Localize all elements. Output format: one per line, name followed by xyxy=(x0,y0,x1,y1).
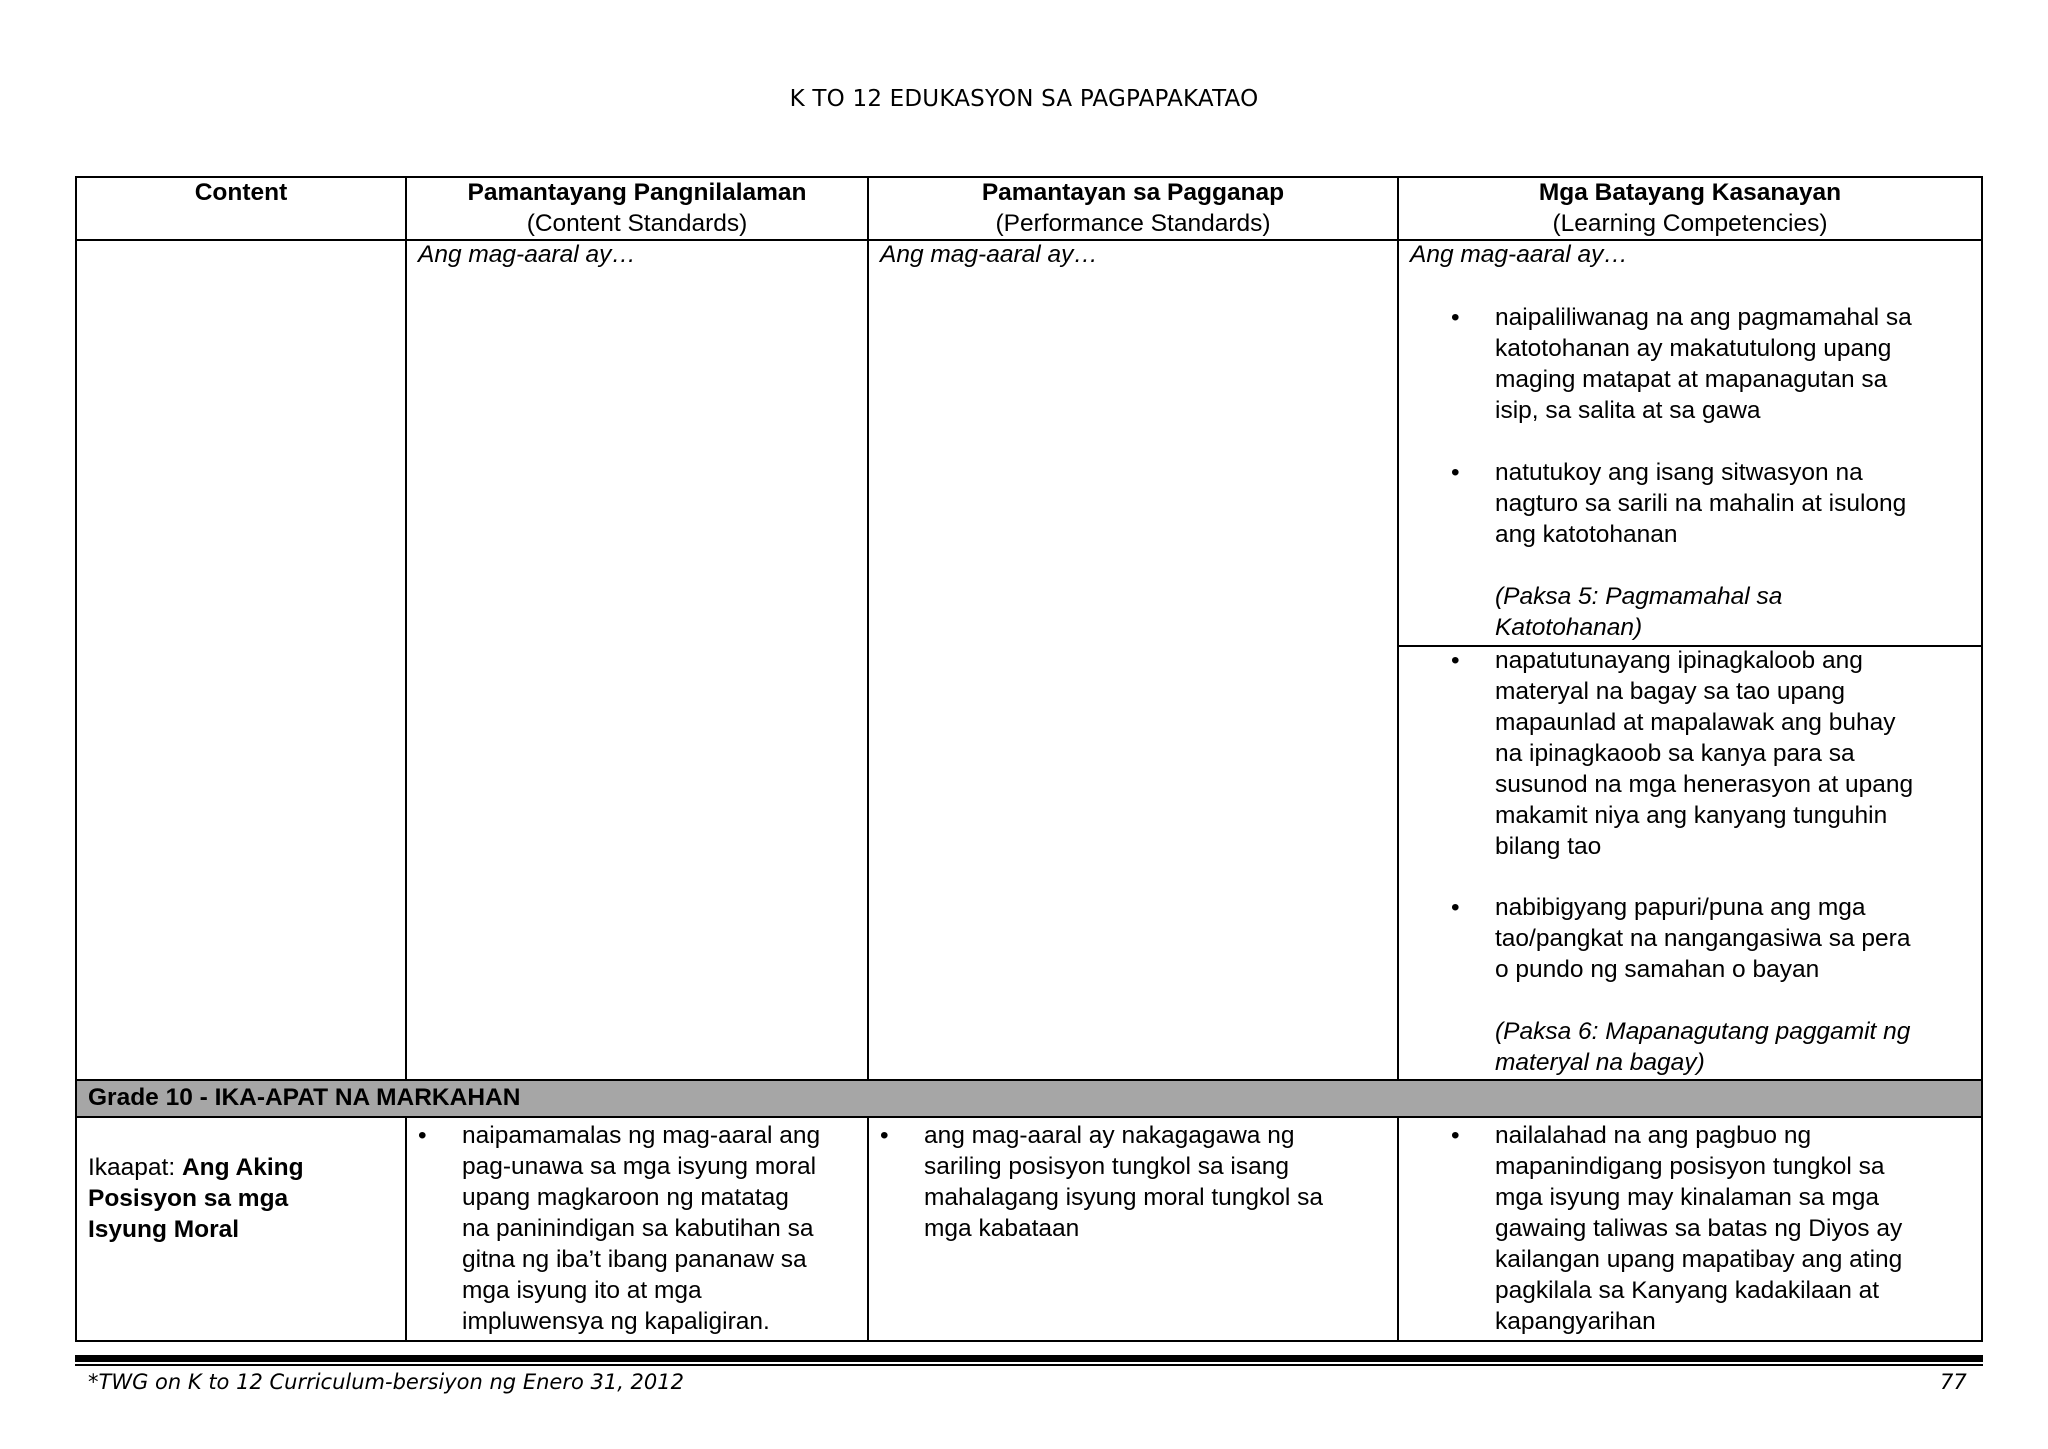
competency-line: susunod na mga henerasyon at upang xyxy=(1495,771,1914,798)
intro-standards: Ang mag-aaral ay… xyxy=(418,241,636,268)
intro-competencies: Ang mag-aaral ay… xyxy=(1410,241,1628,268)
competency-line: naipaliliwanag na ang pagmamahal sa xyxy=(1495,304,1912,331)
topic-line: Katotohanan) xyxy=(1495,614,1643,641)
performance-line: ang mag-aaral ay nakagagawa ng xyxy=(924,1122,1295,1149)
standards-line: upang magkaroon ng matatag xyxy=(462,1184,789,1211)
header-performance-subtitle: (Performance Standards) xyxy=(995,210,1271,237)
standards-line: mga isyung ito at mga xyxy=(462,1277,702,1304)
competency-line: nabibigyang papuri/puna ang mga xyxy=(1495,894,1866,921)
competency-line: mapanindigang posisyon tungkol sa xyxy=(1495,1153,1885,1180)
content-title-line: Isyung Moral xyxy=(88,1216,240,1243)
competency-line: na ipinagkaoob sa kanya para sa xyxy=(1495,740,1855,767)
intro-performance: Ang mag-aaral ay… xyxy=(880,241,1098,268)
standards-line: impluwensya ng kapaligiran. xyxy=(462,1308,770,1335)
document-title: K TO 12 EDUKASYON SA PAGPAPAKATAO xyxy=(789,86,1259,112)
competency-line: mga isyung may kinalaman sa mga xyxy=(1495,1184,1880,1211)
competency-line: tao/pangkat na nangangasiwa sa pera xyxy=(1495,925,1911,952)
performance-line: mahalagang isyung moral tungkol sa xyxy=(924,1184,1324,1211)
competency-line: nagturo sa sarili na mahalin at isulong xyxy=(1495,490,1907,517)
competency-line: isip, sa salita at sa gawa xyxy=(1495,397,1761,424)
footer-rule-thick xyxy=(75,1355,1983,1362)
topic-line: (Paksa 5: Pagmamahal sa xyxy=(1495,583,1783,610)
competency-line: mapaunlad at mapalawak ang buhay xyxy=(1495,709,1896,736)
bullet-icon: • xyxy=(1451,894,1460,921)
standards-line: pag-unawa sa mga isyung moral xyxy=(462,1153,817,1180)
section-label: Grade 10 - IKA-APAT NA MARKAHAN xyxy=(88,1084,521,1111)
header-content-standards xyxy=(407,177,867,239)
page-number: 77 xyxy=(1940,1370,1967,1394)
topic-note xyxy=(1495,1016,1910,1078)
competency-line: o pundo ng samahan o bayan xyxy=(1495,956,1820,983)
content-title-line: Ang Aking xyxy=(181,1154,304,1181)
content-title-line: Posisyon sa mga xyxy=(88,1185,289,1212)
header-learning-competencies xyxy=(1399,177,1981,239)
bullet-icon: • xyxy=(1451,304,1460,331)
competency-line: bilang tao xyxy=(1495,833,1602,860)
competency-line: kapangyarihan xyxy=(1495,1308,1656,1335)
bullet-icon: • xyxy=(880,1122,889,1149)
bullet-icon: • xyxy=(1451,1122,1460,1149)
competency-line: materyal na bagay sa tao upang xyxy=(1495,678,1846,705)
performance-line: mga kabataan xyxy=(924,1215,1080,1242)
competency-line: katotohanan ay makatutulong upang xyxy=(1495,335,1892,362)
competency-line: natutukoy ang isang sitwasyon na xyxy=(1495,459,1863,486)
header-performance-standards xyxy=(869,177,1397,239)
topic-note xyxy=(1495,581,1782,643)
header-content-title: Content xyxy=(194,179,288,206)
competency-line: maging matapat at mapanagutan sa xyxy=(1495,366,1888,393)
competency-line: kailangan upang mapatibay ang ating xyxy=(1495,1246,1903,1273)
standards-line: gitna ng iba’t ibang pananaw sa xyxy=(462,1246,807,1273)
footer-rule-thin xyxy=(75,1364,1983,1366)
footer-note: *TWG on K to 12 Curriculum-bersiyon ng Enero 31, 2012 xyxy=(88,1370,684,1394)
competency-line: nailalahad na ang pagbuo ng xyxy=(1495,1122,1812,1149)
bullet-icon: • xyxy=(1451,459,1460,486)
competency-line: pagkilala sa Kanyang kadakilaan at xyxy=(1495,1277,1880,1304)
topic-line: (Paksa 6: Mapanagutang paggamit ng xyxy=(1495,1018,1911,1045)
bullet-icon: • xyxy=(1451,647,1460,674)
competency-line: ang katotohanan xyxy=(1495,521,1678,548)
topic-line: materyal na bagay) xyxy=(1495,1049,1705,1076)
header-performance-title: Pamantayan sa Pagganap xyxy=(981,179,1285,206)
header-standards-title: Pamantayang Pangnilalaman xyxy=(467,179,807,206)
content-prefix: Ikaapat: xyxy=(88,1154,182,1181)
standards-line: naipamamalas ng mag-aaral ang xyxy=(462,1122,821,1149)
competency-line: gawaing taliwas sa batas ng Diyos ay xyxy=(1495,1215,1903,1242)
header-content xyxy=(77,177,405,208)
header-standards-subtitle: (Content Standards) xyxy=(526,210,748,237)
header-competencies-subtitle: (Learning Competencies) xyxy=(1552,210,1828,237)
header-competencies-title: Mga Batayang Kasanayan xyxy=(1538,179,1842,206)
competency-line: napatutunayang ipinagkaloob ang xyxy=(1495,647,1863,674)
performance-line: sariling posisyon tungkol sa isang xyxy=(924,1153,1289,1180)
competency-line: makamit niya ang kanyang tunguhin xyxy=(1495,802,1888,829)
curriculum-table xyxy=(75,176,1983,1344)
standards-line: na paninindigan sa kabutihan sa xyxy=(462,1215,814,1242)
content-cell xyxy=(88,1152,398,1245)
bullet-icon: • xyxy=(418,1122,427,1149)
